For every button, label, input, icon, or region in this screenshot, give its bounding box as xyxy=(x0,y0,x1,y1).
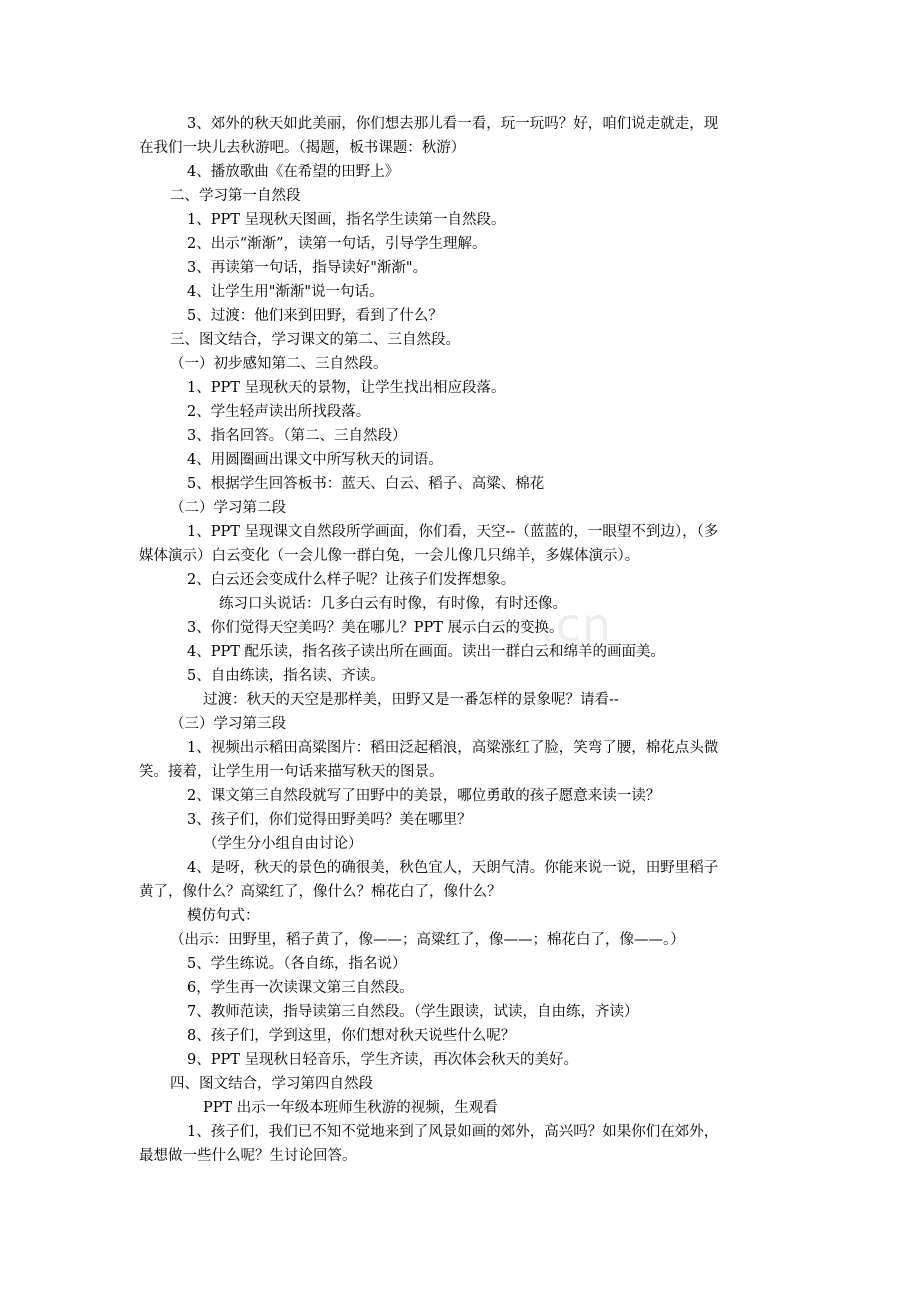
text-line: 模仿句式： xyxy=(187,908,260,924)
text-line: 5、根据学生回答板书：蓝天、白云、稻子、高粱、棉花 xyxy=(187,476,545,492)
text-line: 4、播放歌曲《在希望的田野上》 xyxy=(187,164,400,180)
text-line: 二、学习第一自然段 xyxy=(170,188,301,204)
text-line: 4、PPT 配乐读，指名孩子读出所在画面。读出一群白云和绵羊的画面美。 xyxy=(187,644,666,660)
text-line: 1、孩子们，我们已不知不觉地来到了风景如画的郊外，高兴吗？如果你们在郊外， xyxy=(187,1124,719,1140)
text-line: 三、图文结合，学习课文的第二、三自然段。 xyxy=(170,332,460,348)
text-line: 5、自由练读，指名读、齐读。 xyxy=(187,668,385,684)
text-line: 6，学生再一次读课文第三自然段。 xyxy=(187,980,414,996)
text-line: 黄了，像什么？高粱红了，像什么？棉花白了，像什么？ xyxy=(139,884,502,900)
text-line: 媒体演示）白云变化（一会儿像一群白兔，一会儿像几只绵羊，多媒体演示）。 xyxy=(139,548,640,564)
text-line: （出示：田野里，稻子黄了，像——；高粱红了，像——；棉花白了，像——。） xyxy=(170,932,685,948)
watermark: .cn xyxy=(540,598,613,652)
text-line: 1、PPT 呈现课文自然段所学画面，你们看，天空--（蓝蓝的，一眼望不到边），（多 xyxy=(187,524,719,540)
text-line: 2、课文第三自然段就写了田野中的美景，哪位勇敢的孩子愿意来读一读？ xyxy=(187,788,661,804)
text-line: 2、白云还会变成什么样子呢？让孩子们发挥想象。 xyxy=(187,572,516,588)
text-line: 3、再读第一句话，指导读好"渐渐"。 xyxy=(187,260,428,276)
text-line: 练习口头说话：几多白云有时像，有时像，有时还像。 xyxy=(219,596,567,612)
text-line: 1、PPT 呈现秋天的景物，让学生找出相应段落。 xyxy=(187,380,506,396)
text-line: 2、出示“渐渐”，读第一句话，引导学生理解。 xyxy=(187,236,487,252)
text-line: 过渡：秋天的天空是那样美，田野又是一番怎样的景象呢？请看-- xyxy=(203,692,619,708)
text-line: 在我们一块儿去秋游吧。（揭题，板书课题：秋游） xyxy=(139,140,466,156)
text-line: 3、郊外的秋天如此美丽，你们想去那儿看一看，玩一玩吗？好，咱们说走就走，现 xyxy=(187,116,719,132)
text-line: （一）初步感知第二、三自然段。 xyxy=(170,356,388,372)
text-line: 9、PPT 呈现秋日轻音乐，学生齐读，再次体会秋天的美好。 xyxy=(187,1052,579,1068)
text-line: 4、用圆圈画出课文中所写秋天的词语。 xyxy=(187,452,443,468)
text-line: 3、指名回答。（第二、三自然段） xyxy=(187,428,407,444)
text-line: 8、孩子们，学到这里，你们想对秋天说些什么呢？ xyxy=(187,1028,516,1044)
text-line: 2、学生轻声读出所找段落。 xyxy=(187,404,371,420)
text-line: 3、孩子们，你们觉得田野美吗？美在哪里？ xyxy=(187,812,472,828)
text-line: （二）学习第二段 xyxy=(170,500,286,516)
text-line: 4、让学生用"渐渐"说一句话。 xyxy=(187,284,384,300)
text-line: 7、教师范读，指导读第三自然段。（学生跟读，试读，自由练，齐读） xyxy=(187,1004,639,1020)
text-line: 四、图文结合，学习第四自然段 xyxy=(170,1076,373,1092)
text-line: 1、视频出示稻田高粱图片：稻田泛起稻浪，高粱涨红了脸，笑弯了腰，棉花点头微 xyxy=(187,740,719,756)
text-line: 3、你们觉得天空美吗？美在哪儿？PPT 展示白云的变换。 xyxy=(187,620,564,636)
text-line: 最想做一些什么呢？生讨论回答。 xyxy=(139,1148,357,1164)
text-line: PPT 出示一年级本班师生秋游的视频，生观看 xyxy=(203,1100,498,1116)
text-line: 4、是呀，秋天的景色的确很美，秋色宜人，天朗气清。你能来说一说，田野里稻子 xyxy=(187,860,719,876)
text-line: （三）学习第三段 xyxy=(170,716,286,732)
text-line: 5、过渡：他们来到田野，看到了什么？ xyxy=(187,308,443,324)
text-line: 5、学生练说。（各自练，指名说） xyxy=(187,956,407,972)
text-line: 笑。接着，让学生用一句话来描写秋天的图景。 xyxy=(139,764,444,780)
text-line: 1、PPT 呈现秋天图画，指名学生读第一自然段。 xyxy=(187,212,506,228)
text-line: （学生分小组自由讨论） xyxy=(203,836,363,852)
